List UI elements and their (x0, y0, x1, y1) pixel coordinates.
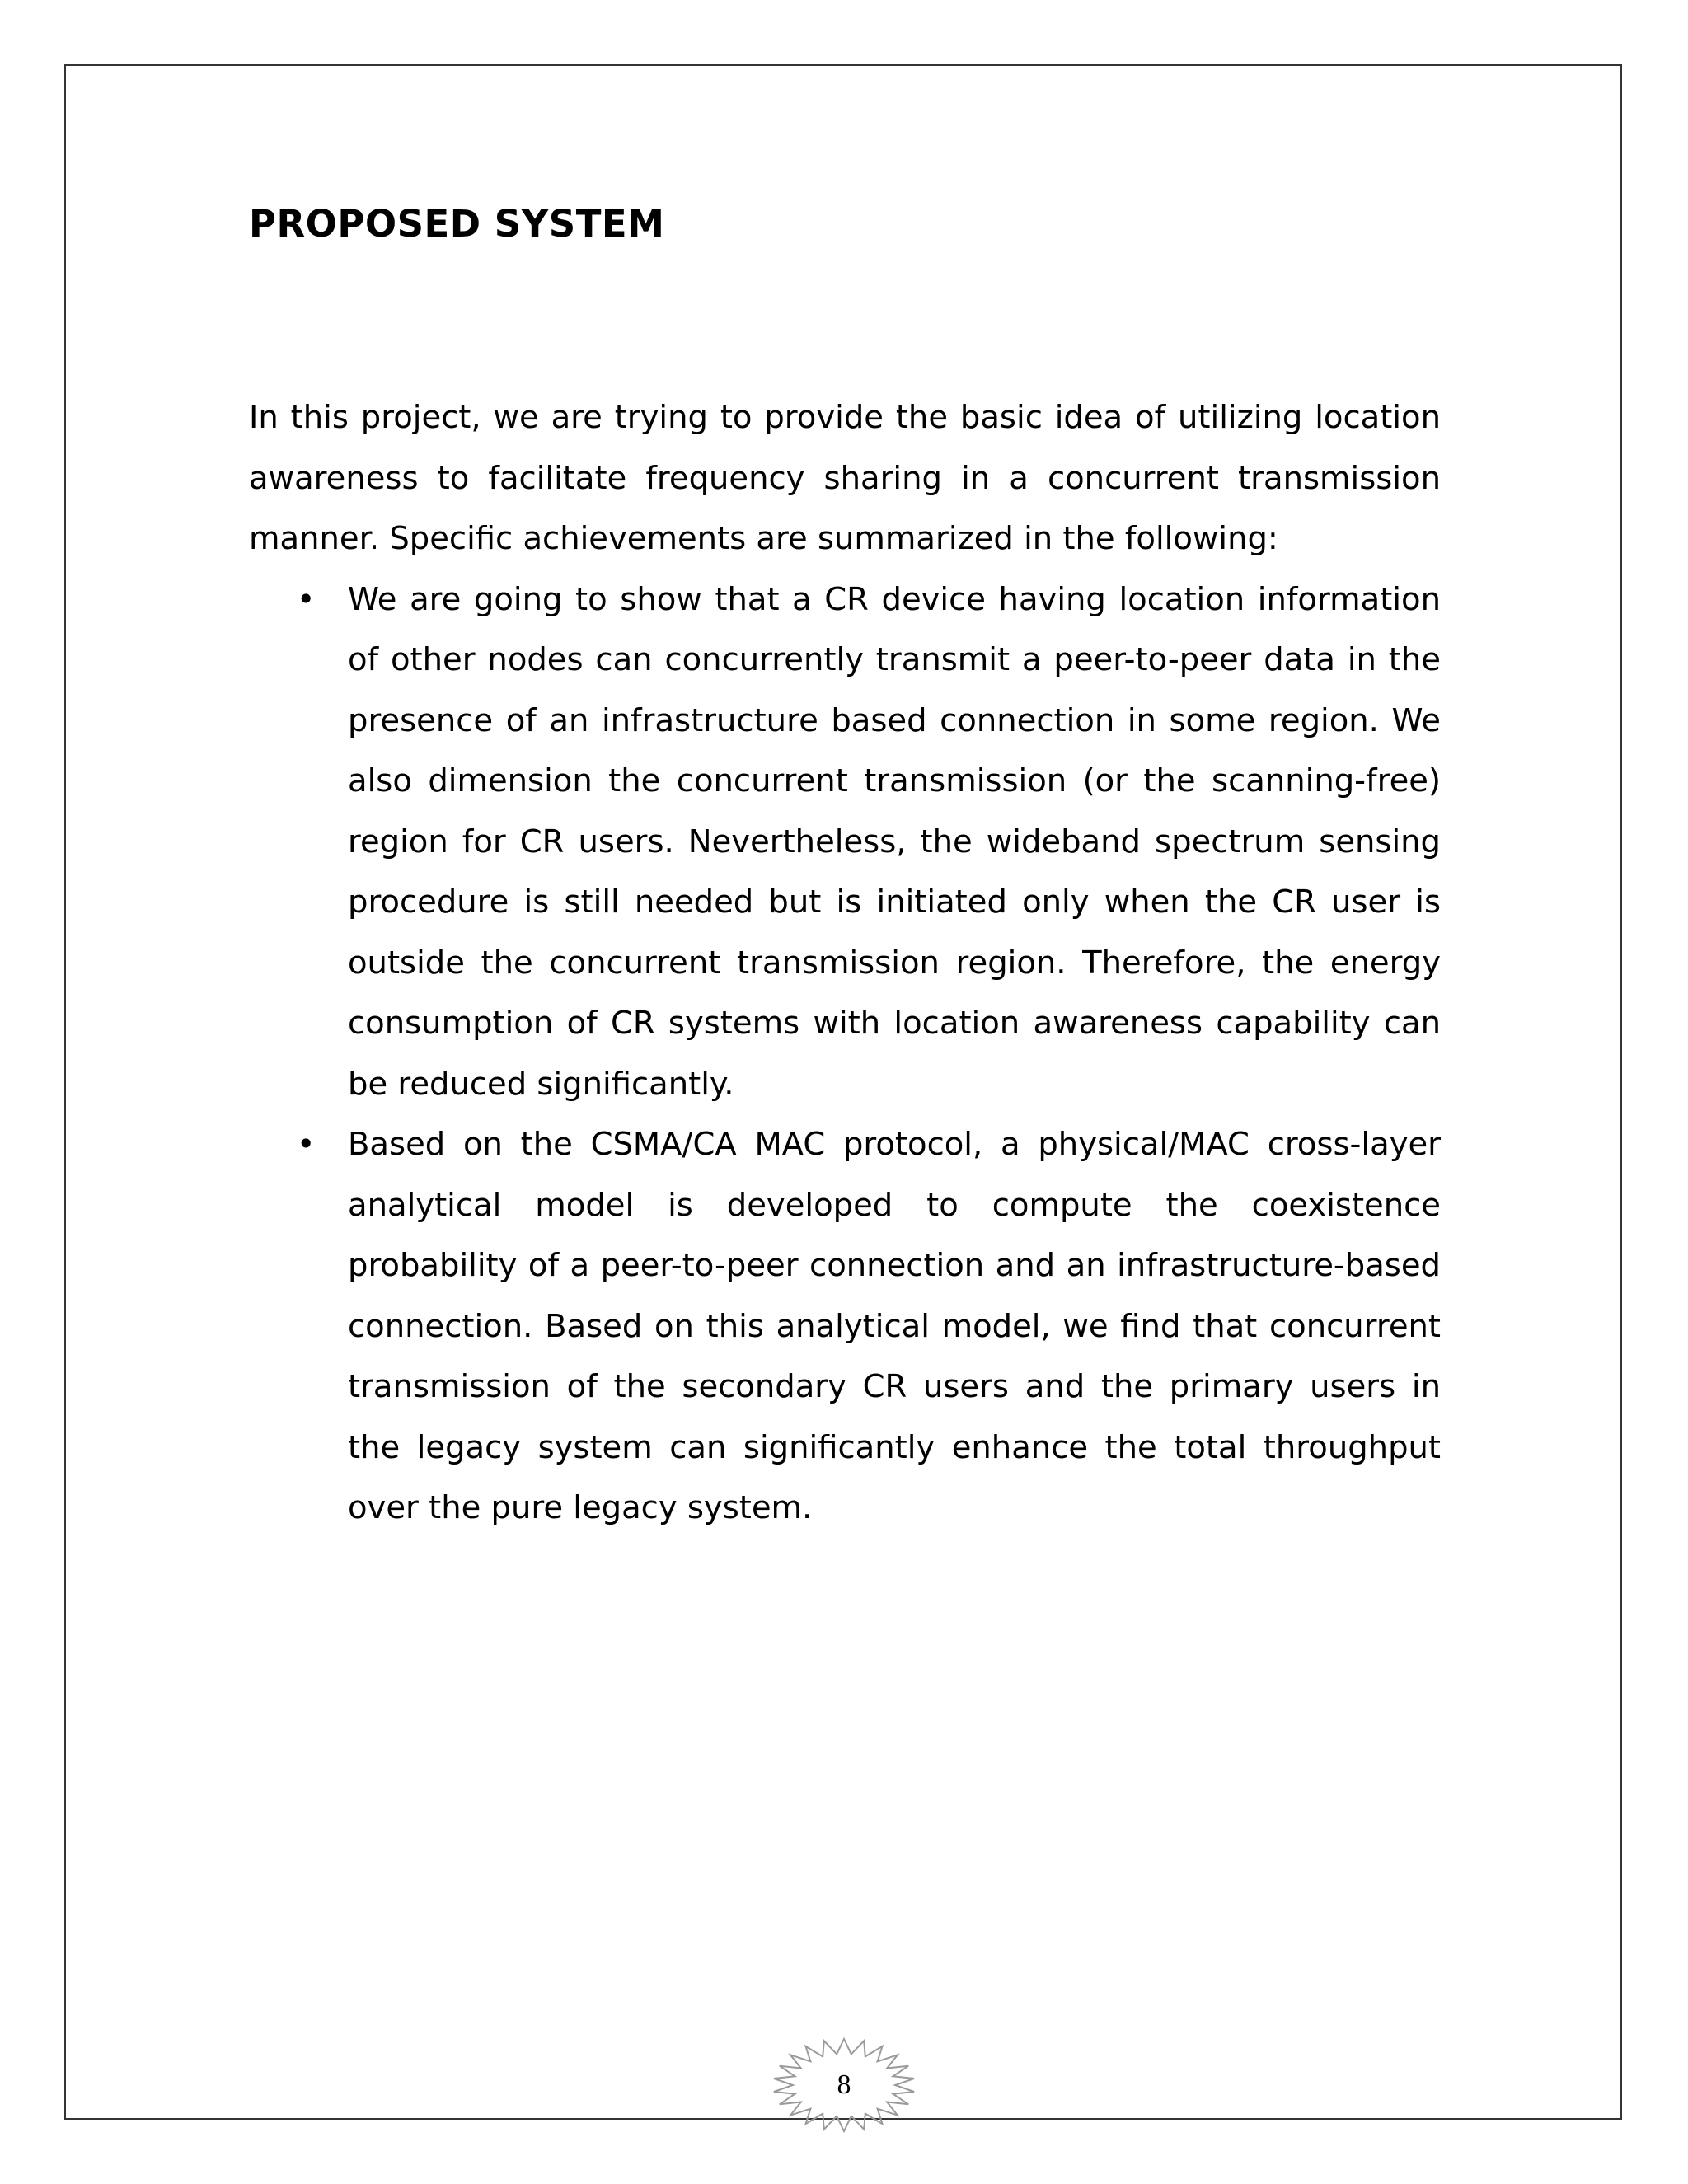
document-body (249, 387, 1441, 1539)
page-number: 8 (837, 2069, 851, 2100)
bullet-icon: • (297, 1126, 316, 1162)
page-title: PROPOSED SYSTEM (249, 202, 665, 246)
list-item-text: We are going to show that a CR device having location information of other nodes can concurrently transmit a peer-to-peer data in the presence of an infrastructure based connection in some region. We also dimension the concurrent transmission (or the scanning-free) region for CR users. Nevertheless, the wideband spectrum sensing procedure is still needed but is initiated only when the CR user is outside the concurrent transmission region. Therefore, the energy consumption of CR systems with location awareness capability can be reduced significantly. (348, 580, 1441, 1103)
list-item (249, 1114, 1441, 1539)
intro-paragraph: In this project, we are trying to provide the basic idea of utilizing location awareness to facilitate frequency sharing in a concurrent transmission manner. Specific achievements are summarized in the following: (249, 399, 1441, 557)
page-number-badge (771, 2037, 917, 2133)
list-item (249, 569, 1441, 1115)
achievements-list (249, 569, 1441, 1539)
bullet-icon: • (297, 580, 316, 617)
list-item-text: Based on the CSMA/CA MAC protocol, a physical/MAC cross-layer analytical model is developed to compute the coexistence probability of a peer-to-peer connection and an infrastructure-based connection. Based on this analytical model, we find that concurrent transmission of the secondary CR users and the primary users in the legacy system can significantly enhance the total throughput over the pure legacy system. (348, 1126, 1441, 1526)
